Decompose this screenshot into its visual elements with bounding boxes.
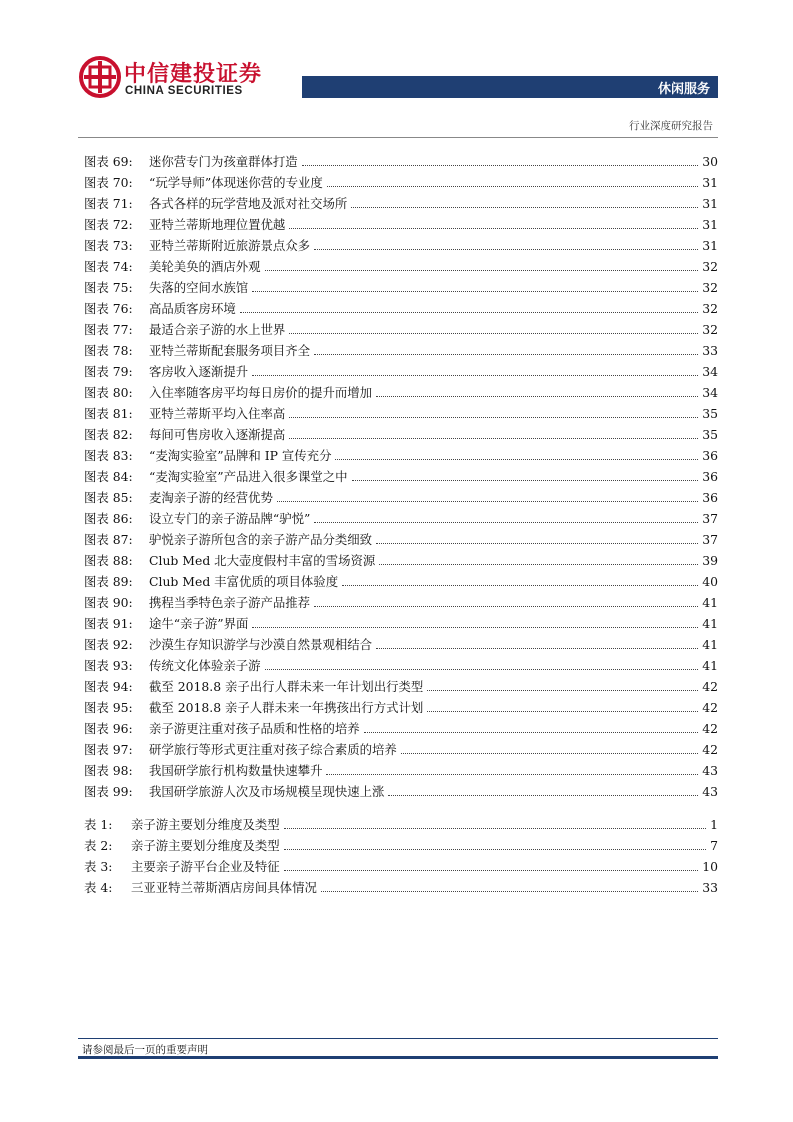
entry-title: 途牛“亲子游”界面	[149, 616, 249, 631]
toc-entry[interactable]	[84, 359, 718, 380]
entry-title: 截至 2018.8 亲子出行人群未来一年计划出行类型	[149, 679, 424, 694]
entry-page-number: 10	[702, 859, 718, 874]
toc-entry[interactable]	[84, 590, 718, 611]
dot-leader	[364, 731, 699, 733]
entry-number: 图表 81:	[84, 406, 133, 421]
toc-entry[interactable]	[84, 875, 718, 896]
dot-leader	[376, 647, 698, 649]
toc-entry[interactable]	[84, 149, 718, 170]
toc-entry[interactable]	[84, 695, 718, 716]
entry-page-number: 32	[702, 259, 718, 274]
entry-title: 失落的空间水族馆	[149, 280, 249, 295]
dot-leader	[427, 710, 698, 712]
dot-leader	[376, 395, 698, 397]
dot-leader	[252, 626, 698, 628]
footer-divider-thin	[78, 1038, 718, 1039]
dot-leader	[335, 458, 698, 460]
dot-leader	[388, 794, 698, 796]
toc-entry[interactable]	[84, 548, 718, 569]
entry-title: 客房收入逐渐提升	[149, 364, 249, 379]
entry-page-number: 41	[702, 616, 718, 631]
entry-title: 亚特兰蒂斯平均入住率高	[149, 406, 286, 421]
entry-title: Club Med 北大壶度假村丰富的雪场资源	[149, 553, 376, 568]
dot-leader	[321, 890, 698, 892]
entry-number: 图表 85:	[84, 490, 133, 505]
entry-page-number: 31	[702, 196, 718, 211]
entry-page-number: 35	[702, 427, 718, 442]
entry-title: 设立专门的亲子游品牌“驴悦”	[149, 511, 311, 526]
entry-page-number: 33	[702, 880, 718, 895]
entry-page-number: 42	[702, 700, 718, 715]
figures-toc-list	[84, 149, 718, 800]
entry-page-number: 40	[702, 574, 718, 589]
entry-page-number: 32	[702, 322, 718, 337]
entry-title: Club Med 丰富优质的项目体验度	[149, 574, 339, 589]
china-securities-logo-icon	[78, 55, 122, 99]
dot-leader	[289, 332, 698, 334]
entry-page-number: 7	[710, 838, 718, 853]
toc-entry[interactable]	[84, 317, 718, 338]
toc-entry[interactable]	[84, 632, 718, 653]
dot-leader	[240, 311, 698, 313]
toc-entry[interactable]	[84, 233, 718, 254]
dot-leader	[314, 605, 698, 607]
dot-leader	[327, 185, 698, 187]
entry-title: 亚特兰蒂斯配套服务项目齐全	[149, 343, 311, 358]
logo-chinese-name: 中信建投证券	[124, 62, 263, 87]
entry-page-number: 42	[702, 721, 718, 736]
entry-page-number: 42	[702, 742, 718, 757]
entry-title: 迷你营专门为孩童群体打造	[149, 154, 298, 169]
entry-title: 美轮美奂的酒店外观	[149, 259, 261, 274]
entry-page-number: 42	[702, 679, 718, 694]
entry-number: 图表 74:	[84, 259, 133, 274]
entry-title: 沙漠生存知识游学与沙漠自然景观相结合	[149, 637, 373, 652]
entry-number: 图表 90:	[84, 595, 133, 610]
entry-title: 各式各样的玩学营地及派对社交场所	[149, 196, 348, 211]
entry-title: 主要亲子游平台企业及特征	[131, 859, 280, 874]
entry-number: 图表 96:	[84, 721, 133, 736]
dot-leader	[314, 353, 698, 355]
toc-entry[interactable]	[84, 653, 718, 674]
entry-number: 图表 95:	[84, 700, 133, 715]
entry-number: 图表 89:	[84, 574, 133, 589]
dot-leader	[314, 521, 698, 523]
entry-number: 图表 72:	[84, 217, 133, 232]
footer-disclaimer: 请参阅最后一页的重要声明	[82, 1044, 208, 1056]
entry-title: 亚特兰蒂斯附近旅游景点众多	[149, 238, 311, 253]
entry-page-number: 30	[702, 154, 718, 169]
entry-number: 图表 94:	[84, 679, 133, 694]
toc-entry[interactable]	[84, 191, 718, 212]
toc-entry[interactable]	[84, 338, 718, 359]
entry-page-number: 32	[702, 280, 718, 295]
entry-page-number: 41	[702, 637, 718, 652]
entry-title: 三亚亚特兰蒂斯酒店房间具体情况	[131, 880, 317, 895]
entry-number: 图表 80:	[84, 385, 133, 400]
entry-title: 每间可售房收入逐渐提高	[149, 427, 286, 442]
entry-number: 图表 84:	[84, 469, 133, 484]
entry-title: 我国研学旅游人次及市场规模呈现快速上涨	[149, 784, 385, 799]
entry-number: 图表 93:	[84, 658, 133, 673]
entry-number: 图表 77:	[84, 322, 133, 337]
dot-leader	[376, 542, 698, 544]
entry-number: 图表 98:	[84, 763, 133, 778]
entry-page-number: 31	[702, 217, 718, 232]
report-type: 行业深度研究报告	[629, 120, 713, 132]
logo-english-name: CHINA SECURITIES	[125, 85, 243, 97]
entry-number: 图表 82:	[84, 427, 133, 442]
entry-title: 高品质客房环境	[149, 301, 236, 316]
toc-entry[interactable]	[84, 485, 718, 506]
entry-number: 表 2:	[84, 838, 113, 853]
entry-page-number: 31	[702, 238, 718, 253]
dot-leader	[401, 752, 698, 754]
entry-number: 图表 86:	[84, 511, 133, 526]
dot-leader	[252, 290, 698, 292]
entry-title: “麦淘实验室”品牌和 IP 宣传充分	[149, 448, 332, 463]
entry-number: 图表 76:	[84, 301, 133, 316]
entry-number: 图表 71:	[84, 196, 133, 211]
header-divider	[78, 137, 718, 138]
entry-page-number: 43	[702, 784, 718, 799]
tables-toc-list	[84, 812, 718, 896]
dot-leader	[289, 227, 698, 229]
toc-entry[interactable]	[84, 812, 718, 833]
toc-entry[interactable]	[84, 443, 718, 464]
entry-page-number: 37	[702, 511, 718, 526]
toc-entry[interactable]	[84, 464, 718, 485]
entry-page-number: 43	[702, 763, 718, 778]
entry-number: 图表 75:	[84, 280, 133, 295]
entry-page-number: 34	[702, 364, 718, 379]
toc-entry[interactable]	[84, 527, 718, 548]
dot-leader	[302, 164, 699, 166]
entry-number: 表 4:	[84, 880, 113, 895]
toc-entry[interactable]	[84, 254, 718, 275]
entry-title: “玩学导师”体现迷你营的专业度	[149, 175, 323, 190]
entry-number: 表 3:	[84, 859, 113, 874]
entry-number: 图表 73:	[84, 238, 133, 253]
dot-leader	[352, 479, 699, 481]
entry-number: 图表 91:	[84, 616, 133, 631]
toc-entry[interactable]	[84, 716, 718, 737]
company-logo	[78, 55, 263, 101]
entry-title: 亲子游主要划分维度及类型	[131, 817, 280, 832]
entry-title: 传统文化体验亲子游	[149, 658, 261, 673]
toc-entry[interactable]	[84, 674, 718, 695]
entry-number: 图表 99:	[84, 784, 133, 799]
dot-leader	[265, 668, 699, 670]
dot-leader	[284, 869, 699, 871]
entry-page-number: 39	[702, 553, 718, 568]
entry-title: 麦淘亲子游的经营优势	[149, 490, 273, 505]
entry-title: 我国研学旅行机构数量快速攀升	[149, 763, 323, 778]
toc-entry[interactable]	[84, 611, 718, 632]
entry-number: 图表 78:	[84, 343, 133, 358]
dot-leader	[379, 563, 698, 565]
entry-number: 表 1:	[84, 817, 113, 832]
entry-title: 研学旅行等形式更注重对孩子综合素质的培养	[149, 742, 397, 757]
entry-page-number: 31	[702, 175, 718, 190]
toc-entry[interactable]	[84, 506, 718, 527]
toc-entry[interactable]	[84, 779, 718, 800]
entry-page-number: 41	[702, 658, 718, 673]
entry-number: 图表 79:	[84, 364, 133, 379]
toc-entry[interactable]	[84, 380, 718, 401]
toc-entry[interactable]	[84, 401, 718, 422]
entry-page-number: 1	[710, 817, 718, 832]
sector-banner	[302, 76, 718, 98]
entry-page-number: 32	[702, 301, 718, 316]
dot-leader	[326, 773, 698, 775]
toc-entry[interactable]	[84, 737, 718, 758]
entry-page-number: 35	[702, 406, 718, 421]
dot-leader	[314, 248, 698, 250]
sector-label: 休闲服务	[657, 82, 710, 97]
entry-page-number: 34	[702, 385, 718, 400]
toc-entry[interactable]	[84, 170, 718, 191]
entry-title: 入住率随客房平均每日房价的提升而增加	[149, 385, 373, 400]
toc-entry[interactable]	[84, 212, 718, 233]
entry-title: 驴悦亲子游所包含的亲子游产品分类细致	[149, 532, 373, 547]
entry-title: 亲子游更注重对孩子品质和性格的培养	[149, 721, 360, 736]
toc-entry[interactable]	[84, 296, 718, 317]
entry-number: 图表 83:	[84, 448, 133, 463]
entry-title: 亲子游主要划分维度及类型	[131, 838, 280, 853]
entry-page-number: 37	[702, 532, 718, 547]
entry-title: “麦淘实验室”产品进入很多课堂之中	[149, 469, 348, 484]
entry-title: 携程当季特色亲子游产品推荐	[149, 595, 311, 610]
toc-entry[interactable]	[84, 854, 718, 875]
entry-number: 图表 70:	[84, 175, 133, 190]
toc-entry[interactable]	[84, 569, 718, 590]
entry-page-number: 33	[702, 343, 718, 358]
entry-page-number: 36	[702, 448, 718, 463]
entry-title: 截至 2018.8 亲子人群未来一年携孩出行方式计划	[149, 700, 424, 715]
toc-entry[interactable]	[84, 833, 718, 854]
dot-leader	[252, 374, 698, 376]
entry-number: 图表 87:	[84, 532, 133, 547]
toc-entry[interactable]	[84, 422, 718, 443]
dot-leader	[342, 584, 698, 586]
toc-entry[interactable]	[84, 275, 718, 296]
toc-entry[interactable]	[84, 758, 718, 779]
entry-title: 最适合亲子游的水上世界	[149, 322, 286, 337]
entry-number: 图表 69:	[84, 154, 133, 169]
entry-number: 图表 88:	[84, 553, 133, 568]
dot-leader	[277, 500, 698, 502]
page-header	[0, 0, 793, 140]
entry-page-number: 36	[702, 490, 718, 505]
entry-page-number: 41	[702, 595, 718, 610]
entry-number: 图表 92:	[84, 637, 133, 652]
dot-leader	[351, 206, 698, 208]
footer-divider-thick	[78, 1056, 718, 1059]
entry-title: 亚特兰蒂斯地理位置优越	[149, 217, 286, 232]
dot-leader	[427, 689, 698, 691]
dot-leader	[289, 437, 698, 439]
entry-number: 图表 97:	[84, 742, 133, 757]
dot-leader	[284, 827, 706, 829]
entry-page-number: 36	[702, 469, 718, 484]
dot-leader	[265, 269, 699, 271]
dot-leader	[289, 416, 698, 418]
dot-leader	[284, 848, 706, 850]
